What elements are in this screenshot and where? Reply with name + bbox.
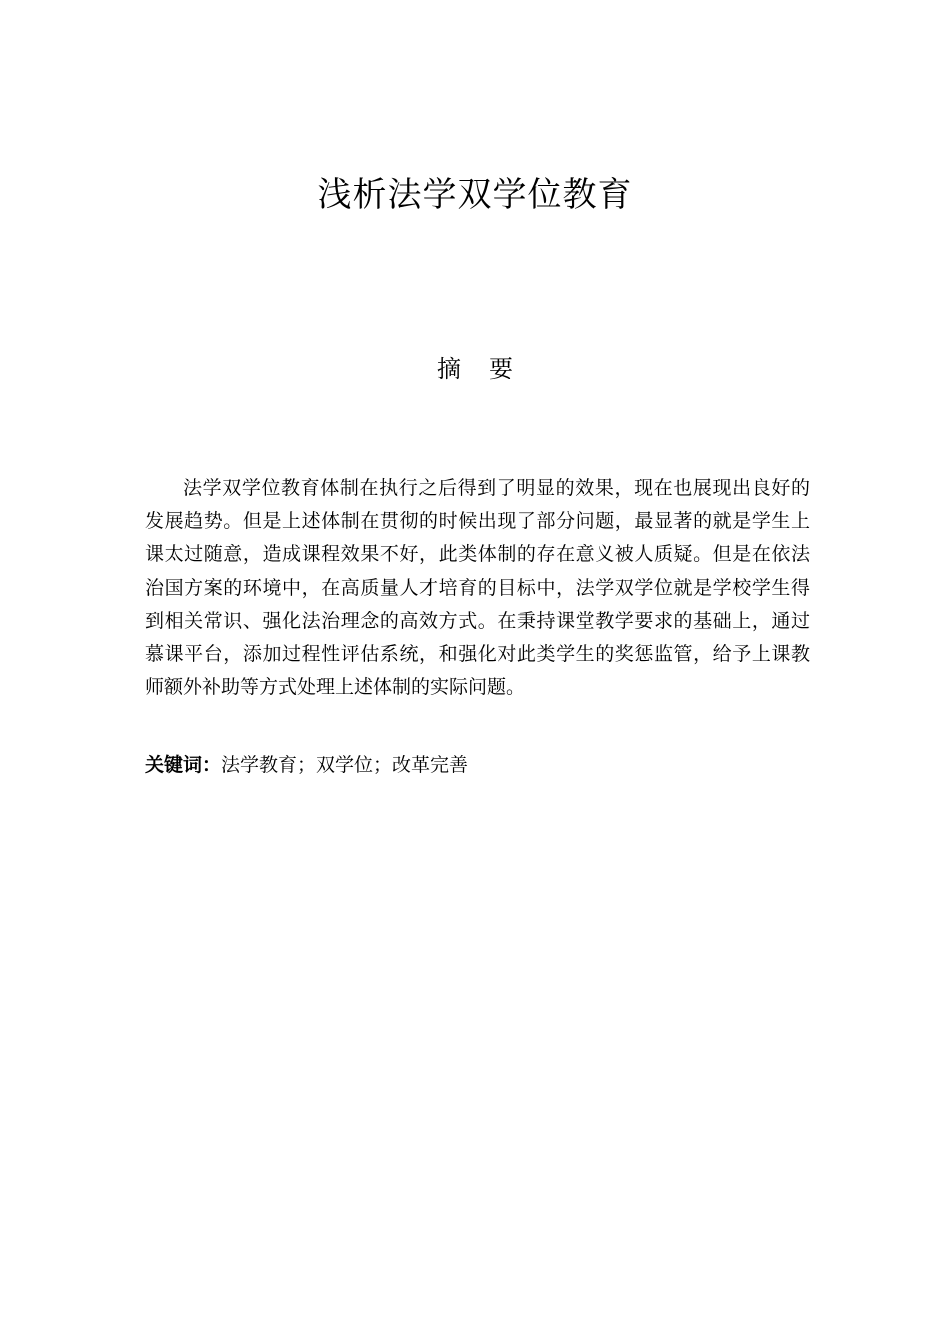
abstract-paragraph xyxy=(145,472,810,704)
abstract-line: 治国方案的环境中，在高质量人才培育的目标中，法学双学位就是学校学生得 xyxy=(145,576,810,599)
keywords-label: 关键词： xyxy=(145,754,222,776)
document-title: 浅析法学双学位教育 xyxy=(317,175,633,215)
abstract-heading xyxy=(0,352,950,386)
abstract-line: 课太过随意，造成课程效果不好，此类体制的存在意义被人质疑。但是在依法 xyxy=(145,543,810,566)
abstract-heading-char-1: 摘 xyxy=(437,355,461,383)
abstract-line: 发展趋势。但是上述体制在贯彻的时候出现了部分问题，最显著的就是学生上 xyxy=(145,510,810,533)
keywords-values: 法学教育；双学位；改革完善 xyxy=(221,754,469,776)
keywords-line xyxy=(145,750,468,780)
abstract-line: 师额外补助等方式处理上述体制的实际问题。 xyxy=(145,676,526,699)
abstract-line: 慕课平台，添加过程性评估系统，和强化对此类学生的奖惩监管，给予上课教 xyxy=(145,643,810,666)
abstract-line: 法学双学位教育体制在执行之后得到了明显的效果，现在也展现出良好的 xyxy=(183,477,810,499)
abstract-heading-char-2: 要 xyxy=(489,355,513,383)
abstract-line: 到相关常识、强化法治理念的高效方式。在秉持课堂教学要求的基础上，通过 xyxy=(145,609,810,632)
